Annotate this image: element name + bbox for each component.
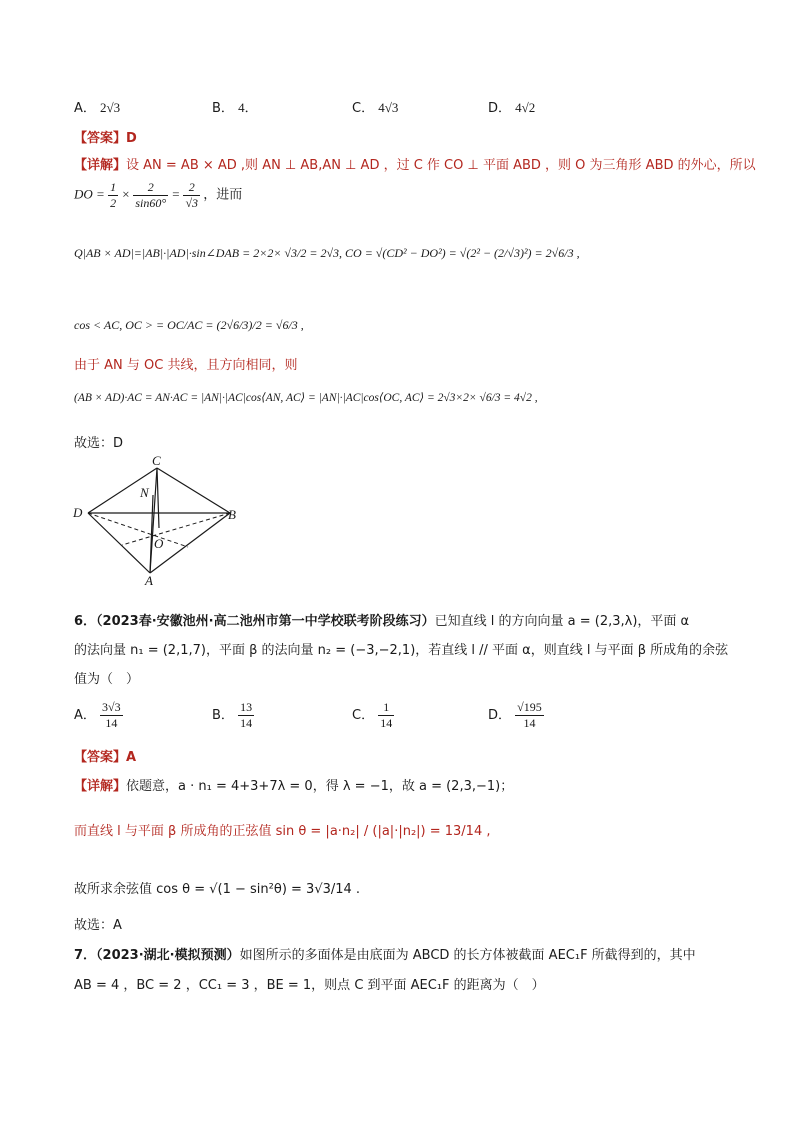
question-source: （2023春·安徽池州·高二池州市第一中学校联考阶段练习） (96, 614, 435, 629)
segment-co (157, 468, 159, 528)
q6-detail-line1 (74, 775, 513, 794)
detail-text: 依题意，a · n₁ = 4+3+7λ = 0，得 λ = −1，故 a = (2,3,−1)； (126, 779, 514, 794)
formula-text: ，进而 (203, 187, 243, 203)
answer-tag: 【答案】 (74, 750, 127, 765)
denominator: 14 (380, 716, 393, 730)
option-label: D． (488, 101, 512, 116)
fraction (378, 700, 394, 731)
option-label: A． (74, 708, 96, 723)
option-label: C． (352, 708, 375, 723)
denominator: 2 (110, 196, 117, 210)
numerator: 1 (378, 700, 394, 716)
question-text: 如图所示的多面体是由底面为 ABCD 的长方体被截面 AEC₁F 所截得到的，其中 (239, 948, 696, 963)
label-a: A (145, 573, 153, 585)
q5-option-c (352, 97, 398, 116)
question-text: 已知直线 l 的方向向量 a = (2,3,λ)，平面 α (434, 614, 690, 629)
fraction (515, 700, 544, 731)
label-o: O (154, 536, 164, 551)
q5-detail-line1 (74, 154, 756, 173)
fraction (108, 180, 118, 211)
question-text: 值为（ ） (74, 672, 140, 687)
conclusion-text: 故选：A (74, 918, 122, 933)
q6-option-c (352, 700, 394, 731)
numerator: 3√3 (102, 700, 121, 714)
q5-detail-line5 (74, 354, 297, 373)
q5-detail-line3 (74, 246, 580, 261)
denominator: √3 (185, 196, 199, 210)
dashed-b-to-ad (122, 513, 230, 545)
q5-detail-line2 (74, 180, 242, 211)
option-label: A． (74, 101, 96, 116)
detail-text: 由于 AN 与 OC 共线，且方向相同，则 (74, 358, 298, 373)
denominator: 14 (240, 716, 253, 730)
option-label: B． (212, 101, 234, 116)
numerator: 13 (240, 700, 253, 714)
detail-tag: 【详解】 (74, 158, 127, 173)
option-value: 2√3 (100, 100, 121, 115)
formula-text: cos < AC, OC > = OC/AC = (2√6/3)/2 = √6/3 , (74, 318, 304, 332)
denominator: sin60° (135, 196, 167, 210)
option-value: 4√3 (378, 100, 399, 115)
formula-text: = (171, 186, 184, 202)
numerator: 1 (110, 180, 117, 194)
q6-answer (74, 746, 136, 765)
numerator: 2 (133, 180, 168, 196)
formula-text: × (121, 186, 134, 202)
fraction (238, 700, 254, 731)
detail-tag: 【详解】 (74, 779, 127, 794)
q6-option-d (488, 700, 544, 731)
q6-detail-line3 (74, 878, 360, 897)
q5-detail-line4 (74, 318, 304, 333)
q5-option-a (74, 97, 120, 116)
q5-conclusion (74, 432, 123, 451)
fraction (133, 180, 168, 211)
q5-option-d (488, 97, 535, 116)
answer-value: D (126, 131, 137, 146)
denominator: 14 (523, 716, 536, 730)
option-label: B． (212, 708, 234, 723)
numerator: 2 (183, 180, 200, 196)
q6-conclusion (74, 914, 122, 933)
q6-stem-line2 (74, 639, 728, 658)
detail-text: 设 AN = AB × AD ,则 AN ⊥ AB,AN ⊥ AD ，过 C 作 CO ⊥ 平面 ABD ，则 O 为三角形 ABD 的外心，所以 (126, 158, 756, 173)
detail-text: 而直线 l 与平面 β 所成角的正弦值 sin θ = |a·n₂| / (|a|·|n₂|) = 13/14 , (74, 824, 491, 839)
q6-option-a (74, 700, 123, 731)
edge-cb (157, 468, 230, 513)
formula-text: (AB × AD)·AC = AN·AC = |AN|·|AC|cos⟨AN, AC⟩ = |AN|·|AC|cos⟨OC, AC⟩ = 2√3×2× √6/3 = 4√2 , (74, 392, 538, 404)
fraction (183, 180, 200, 211)
question-number: 6． (74, 614, 97, 629)
option-value: 4√2 (515, 100, 536, 115)
q7-stem-line1 (74, 944, 696, 963)
q5-detail-line6 (74, 390, 538, 404)
q6-stem-line3 (74, 668, 139, 687)
q5-answer (74, 127, 137, 146)
detail-text: 故所求余弦值 cos θ = √(1 − sin²θ) = 3√3/14 . (74, 882, 361, 897)
numerator: √195 (517, 700, 542, 714)
question-text: AB = 4 ，BC = 2 ，CC₁ = 3 ，BE = 1，则点 C 到平面 AEC₁F 的距离为（ ） (74, 978, 545, 993)
edge-da (88, 513, 150, 573)
q6-stem-line1 (74, 610, 689, 629)
answer-tag: 【答案】 (74, 131, 127, 146)
answer-value: A (126, 750, 137, 765)
option-label: C． (352, 101, 375, 116)
label-d: D (73, 505, 83, 520)
fraction (100, 700, 123, 731)
formula-text: Q|AB × AD|=|AB|·|AD|·sin∠DAB = 2×2× √3/2 = 2√3, CO = √(CD² − DO²) = √(2² − (2/√3)²) = 2√6/3 , (74, 246, 580, 260)
denominator: 14 (105, 716, 118, 730)
q6-option-b (212, 700, 254, 731)
label-b: B (228, 507, 236, 522)
label-c: C (152, 455, 161, 468)
formula-text: DO = (74, 186, 109, 202)
question-source: （2023·湖北·模拟预测） (96, 948, 240, 963)
conclusion-text: 故选：D (74, 436, 124, 451)
question-text: 的法向量 n₁ = (2,1,7)，平面 β 的法向量 n₂ = (−3,−2,1)，若直线 l // 平面 α，则直线 l 与平面 β 所成角的余弦 (74, 643, 729, 658)
option-label: D． (488, 708, 512, 723)
tetrahedron-figure (70, 455, 250, 585)
option-value: 4． (238, 100, 258, 115)
q5-option-b (212, 97, 258, 116)
question-number: 7． (74, 948, 97, 963)
label-n: N (140, 485, 149, 500)
q6-detail-line2 (74, 820, 491, 839)
q7-stem-line2 (74, 974, 545, 993)
